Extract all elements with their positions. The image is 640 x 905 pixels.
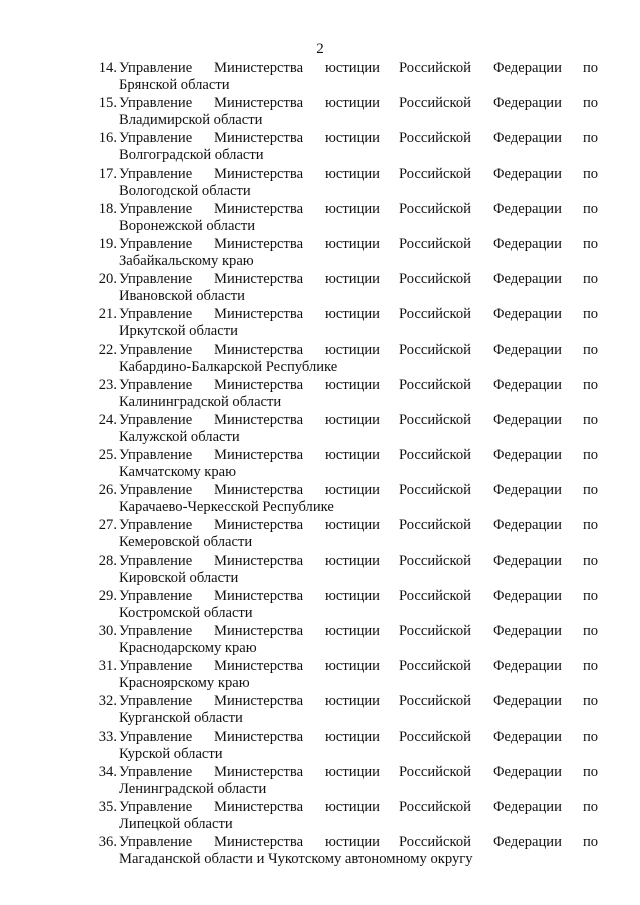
item-region: Воронежской области (119, 217, 256, 234)
title-word: Российской (399, 95, 471, 112)
title-word: Российской (399, 552, 471, 569)
title-word: Министерства (214, 60, 304, 76)
item-number: 22. (98, 341, 117, 358)
title-word: по (583, 341, 599, 358)
title-word: юстиции (325, 235, 380, 252)
item-region: Липецкой области (119, 815, 233, 832)
title-word: Управление (119, 623, 193, 639)
title-word: Федерации (493, 376, 562, 393)
list-item (0, 764, 640, 799)
title-word: Управление (119, 482, 193, 499)
title-word: Федерации (493, 271, 562, 288)
item-region: Магаданской области и Чукотскому автономному округу (119, 851, 473, 868)
item-region: Камчатскому краю (119, 464, 237, 481)
item-region: Кабардино-Балкарской Республике (119, 358, 338, 375)
title-word: Министерства (214, 482, 304, 499)
item-number: 33. (98, 728, 117, 745)
title-word: Управление (119, 60, 193, 76)
title-word: по (583, 517, 599, 534)
title-word: Управление (119, 552, 193, 569)
title-word: Российской (399, 482, 471, 499)
title-word: юстиции (325, 728, 380, 745)
title-word: Управление (119, 235, 193, 252)
item-region: Ленинградской области (119, 780, 267, 797)
title-word: Федерации (493, 130, 562, 147)
item-number: 20. (98, 271, 117, 288)
item-number: 28. (98, 552, 117, 569)
title-word: юстиции (325, 130, 380, 147)
title-word: Федерации (493, 95, 562, 112)
item-region: Карачаево-Черкесской Республике (119, 499, 334, 516)
title-word: Федерации (493, 200, 562, 217)
item-region: Курганской области (119, 710, 243, 727)
title-word: по (583, 728, 599, 745)
agency-list (0, 60, 640, 869)
item-number: 23. (98, 376, 117, 393)
title-word: Управление (119, 728, 193, 745)
list-item (0, 201, 640, 236)
title-word: по (583, 411, 599, 428)
title-word: Министерства (214, 552, 304, 569)
title-word: Федерации (493, 235, 562, 252)
title-word: юстиции (325, 693, 380, 710)
title-word: Министерства (214, 341, 304, 358)
title-word: по (583, 587, 599, 604)
title-word: юстиции (325, 306, 380, 323)
title-word: Российской (399, 447, 471, 464)
title-word: Федерации (493, 341, 562, 358)
title-word: Управление (119, 587, 193, 604)
title-word: Федерации (493, 517, 562, 534)
title-word: Федерации (493, 60, 562, 76)
title-word: юстиции (325, 271, 380, 288)
title-word: по (583, 95, 599, 112)
item-number: 35. (98, 798, 117, 815)
list-item (0, 482, 640, 517)
item-number: 24. (98, 411, 117, 428)
title-word: Министерства (214, 376, 304, 393)
title-word: Министерства (214, 798, 304, 815)
item-number: 30. (98, 623, 117, 639)
title-word: юстиции (325, 517, 380, 534)
title-word: Российской (399, 693, 471, 710)
title-word: Российской (399, 306, 471, 323)
item-region: Волгоградской области (119, 147, 264, 164)
item-region: Красноярскому краю (119, 675, 250, 692)
title-word: Управление (119, 834, 193, 851)
title-word: Федерации (493, 728, 562, 745)
title-word: Министерства (214, 411, 304, 428)
title-word: Российской (399, 517, 471, 534)
title-word: Управление (119, 693, 193, 710)
title-word: юстиции (325, 200, 380, 217)
list-item (0, 236, 640, 271)
item-region: Ивановской области (119, 288, 245, 305)
list-item (0, 658, 640, 693)
title-word: Российской (399, 200, 471, 217)
item-number: 18. (98, 200, 117, 217)
title-word: Министерства (214, 200, 304, 217)
title-word: Федерации (493, 693, 562, 710)
title-word: по (583, 271, 599, 288)
title-word: Министерства (214, 728, 304, 745)
title-word: по (583, 235, 599, 252)
title-word: Управление (119, 271, 193, 288)
list-item (0, 693, 640, 728)
title-word: Российской (399, 235, 471, 252)
title-word: Министерства (214, 235, 304, 252)
title-word: юстиции (325, 763, 380, 780)
title-word: Управление (119, 411, 193, 428)
item-region: Иркутской области (119, 323, 238, 340)
title-word: по (583, 623, 599, 639)
list-item (0, 729, 640, 764)
title-word: Министерства (214, 693, 304, 710)
list-item (0, 588, 640, 623)
title-word: Управление (119, 130, 193, 147)
title-word: по (583, 165, 599, 182)
item-region: Вологодской области (119, 182, 251, 199)
title-word: по (583, 306, 599, 323)
list-item (0, 271, 640, 306)
title-word: Федерации (493, 482, 562, 499)
title-word: Российской (399, 763, 471, 780)
title-word: юстиции (325, 658, 380, 675)
title-word: Федерации (493, 587, 562, 604)
title-word: юстиции (325, 95, 380, 112)
item-region: Калужской области (119, 428, 240, 445)
title-word: Федерации (493, 447, 562, 464)
title-word: Министерства (214, 587, 304, 604)
item-number: 27. (98, 517, 117, 534)
title-word: юстиции (325, 552, 380, 569)
item-region: Краснодарскому краю (119, 640, 257, 656)
title-word: по (583, 693, 599, 710)
list-item (0, 130, 640, 165)
item-region: Калининградской области (119, 393, 282, 410)
item-region: Кировской области (119, 569, 239, 586)
title-word: юстиции (325, 623, 380, 639)
title-word: юстиции (325, 447, 380, 464)
title-word: Российской (399, 341, 471, 358)
title-word: Министерства (214, 447, 304, 464)
title-word: Российской (399, 658, 471, 675)
title-word: Федерации (493, 623, 562, 639)
title-word: Министерства (214, 623, 304, 639)
title-word: Управление (119, 447, 193, 464)
item-number: 17. (98, 165, 117, 182)
item-region: Курской области (119, 745, 223, 762)
list-item (0, 306, 640, 341)
title-word: по (583, 200, 599, 217)
title-word: юстиции (325, 165, 380, 182)
list-item (0, 342, 640, 377)
title-word: Управление (119, 341, 193, 358)
item-number: 26. (98, 482, 117, 499)
list-item (0, 377, 640, 412)
title-word: юстиции (325, 341, 380, 358)
list-item (0, 60, 640, 95)
title-word: Федерации (493, 411, 562, 428)
title-word: Федерации (493, 763, 562, 780)
list-item (0, 623, 640, 658)
title-word: юстиции (325, 411, 380, 428)
title-word: по (583, 60, 599, 76)
list-item (0, 517, 640, 552)
title-word: Министерства (214, 517, 304, 534)
title-word: по (583, 798, 599, 815)
title-word: Российской (399, 728, 471, 745)
title-word: Российской (399, 834, 471, 851)
item-number: 25. (98, 447, 117, 464)
title-word: юстиции (325, 834, 380, 851)
title-word: по (583, 658, 599, 675)
title-word: по (583, 376, 599, 393)
title-word: Министерства (214, 306, 304, 323)
title-word: Министерства (214, 658, 304, 675)
title-word: Министерства (214, 271, 304, 288)
page-number: 2 (316, 41, 324, 57)
title-word: Управление (119, 798, 193, 815)
title-word: по (583, 763, 599, 780)
title-word: юстиции (325, 798, 380, 815)
list-item (0, 95, 640, 130)
title-word: по (583, 482, 599, 499)
item-number: 14. (98, 60, 117, 76)
title-word: Федерации (493, 552, 562, 569)
title-word: юстиции (325, 587, 380, 604)
title-word: Российской (399, 376, 471, 393)
title-word: Управление (119, 200, 193, 217)
title-word: Министерства (214, 834, 304, 851)
title-word: Управление (119, 95, 193, 112)
title-word: Российской (399, 271, 471, 288)
title-word: по (583, 552, 599, 569)
title-word: по (583, 834, 599, 851)
title-word: Российской (399, 411, 471, 428)
title-word: Министерства (214, 763, 304, 780)
item-number: 31. (98, 658, 117, 675)
title-word: Российской (399, 165, 471, 182)
title-word: по (583, 447, 599, 464)
item-region: Брянской области (119, 77, 230, 93)
title-word: Федерации (493, 834, 562, 851)
list-item (0, 166, 640, 201)
list-item (0, 553, 640, 588)
title-word: Российской (399, 623, 471, 639)
item-region: Забайкальскому краю (119, 252, 254, 269)
title-word: Министерства (214, 130, 304, 147)
list-item (0, 799, 640, 834)
list-item (0, 412, 640, 447)
item-region: Костромской области (119, 604, 253, 621)
item-number: 29. (98, 587, 117, 604)
list-item (0, 447, 640, 482)
item-number: 15. (98, 95, 117, 112)
item-region: Кемеровской области (119, 534, 253, 551)
list-item (0, 834, 640, 869)
title-word: Федерации (493, 165, 562, 182)
title-word: юстиции (325, 482, 380, 499)
item-region: Владимирской области (119, 112, 263, 129)
title-word: Федерации (493, 306, 562, 323)
title-word: Российской (399, 130, 471, 147)
title-word: Управление (119, 517, 193, 534)
title-word: Министерства (214, 95, 304, 112)
item-number: 16. (98, 130, 117, 147)
title-word: по (583, 130, 599, 147)
title-word: Управление (119, 306, 193, 323)
title-word: Федерации (493, 798, 562, 815)
title-word: Управление (119, 763, 193, 780)
item-number: 34. (98, 763, 117, 780)
item-number: 36. (98, 834, 117, 851)
title-word: Российской (399, 798, 471, 815)
title-word: Управление (119, 376, 193, 393)
title-word: Российской (399, 60, 471, 76)
title-word: Министерства (214, 165, 304, 182)
item-number: 19. (98, 235, 117, 252)
title-word: Федерации (493, 658, 562, 675)
title-word: юстиции (325, 60, 380, 76)
title-word: Управление (119, 165, 193, 182)
title-word: Российской (399, 587, 471, 604)
title-word: юстиции (325, 376, 380, 393)
item-number: 32. (98, 693, 117, 710)
item-number: 21. (98, 306, 117, 323)
title-word: Управление (119, 658, 193, 675)
